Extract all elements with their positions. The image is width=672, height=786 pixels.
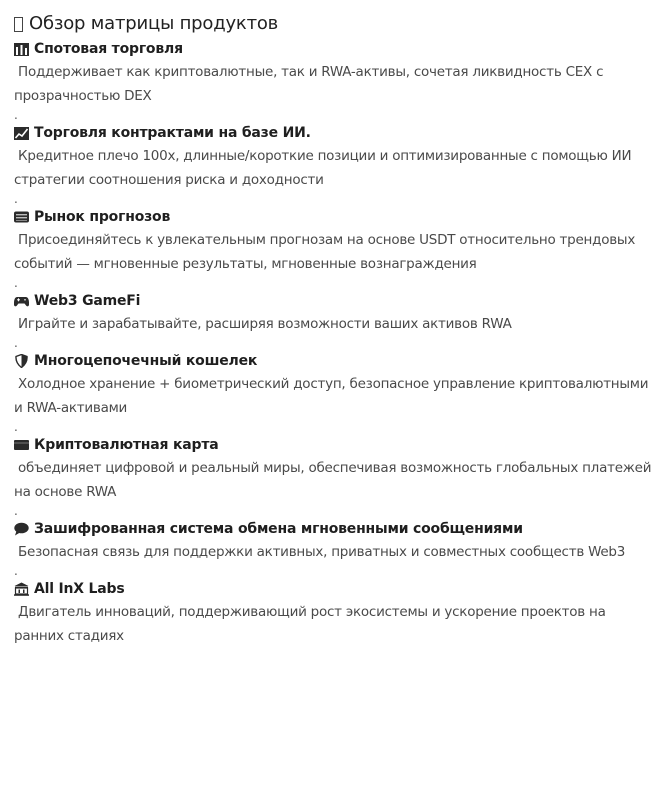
section-description: Безопасная связь для поддержки активных, приватных и совместных сообществ Web3	[14, 544, 626, 560]
section-gamefi	[14, 290, 658, 350]
section-crypto-card	[14, 434, 658, 518]
section-description: Играйте и зарабатывайте, расширяя возможности ваших активов RWA	[14, 316, 512, 332]
section-prediction-market	[14, 206, 658, 290]
section-encrypted-messenger	[14, 518, 658, 578]
separator-dot: .	[14, 276, 18, 290]
section-title: All InX Labs	[34, 581, 125, 597]
separator-dot: .	[14, 564, 18, 578]
section-description: Холодное хранение + биометрический доступ, безопасное управление криптовалютными и RWA-активами	[14, 376, 653, 416]
section-ai-contracts	[14, 122, 658, 206]
section-heading	[14, 518, 658, 540]
section-description: объединяет цифровой и реальный миры, обеспечивая возможность глобальных платежей на основе RWA	[14, 460, 656, 500]
missing-glyph-icon	[14, 17, 23, 32]
separator-dot: .	[14, 108, 18, 122]
section-title: Web3 GameFi	[34, 293, 141, 309]
separator-dot: .	[14, 504, 18, 518]
section-title: Многоцепочечный кошелек	[34, 353, 258, 369]
speech-bubble-icon	[14, 522, 29, 536]
section-title: Торговля контрактами на базе ИИ.	[34, 125, 311, 141]
ticket-icon	[14, 210, 29, 224]
section-heading	[14, 38, 658, 60]
chart-trend-icon	[14, 126, 29, 140]
page-title	[14, 10, 658, 38]
credit-card-icon	[14, 438, 29, 452]
page-title-text: Обзор матрицы продуктов	[29, 13, 279, 34]
section-heading	[14, 206, 658, 228]
section-description: Двигатель инноваций, поддерживающий рост экосистемы и ускорение проектов на ранних стадиях	[14, 604, 610, 644]
shield-icon	[14, 354, 29, 368]
separator-dot: .	[14, 420, 18, 434]
section-heading	[14, 290, 658, 312]
separator-dot: .	[14, 336, 18, 350]
section-title: Криптовалютная карта	[34, 437, 219, 453]
section-title: Рынок прогнозов	[34, 209, 171, 225]
section-inx-labs	[14, 578, 658, 648]
bank-icon	[14, 582, 29, 596]
section-description: Кредитное плечо 100x, длинные/короткие позиции и оптимизированные с помощью ИИ стратегии соотношения риска и доходности	[14, 148, 636, 188]
section-heading	[14, 434, 658, 456]
separator-dot: .	[14, 192, 18, 206]
section-heading	[14, 578, 658, 600]
gamepad-icon	[14, 294, 29, 308]
section-title: Зашифрованная система обмена мгновенными сообщениями	[34, 521, 523, 537]
section-heading	[14, 350, 658, 372]
section-title: Спотовая торговля	[34, 41, 183, 57]
section-multichain-wallet	[14, 350, 658, 434]
section-description: Поддерживает как криптовалютные, так и RWA-активы, сочетая ликвидность CEX с прозрачностью DEX	[14, 64, 608, 104]
section-description: Присоединяйтесь к увлекательным прогнозам на основе USDT относительно трендовых событий — мгновенные результаты, мгновенные вознаграждения	[14, 232, 640, 272]
chart-bars-icon	[14, 42, 29, 56]
section-heading	[14, 122, 658, 144]
section-spot-trading	[14, 38, 658, 122]
